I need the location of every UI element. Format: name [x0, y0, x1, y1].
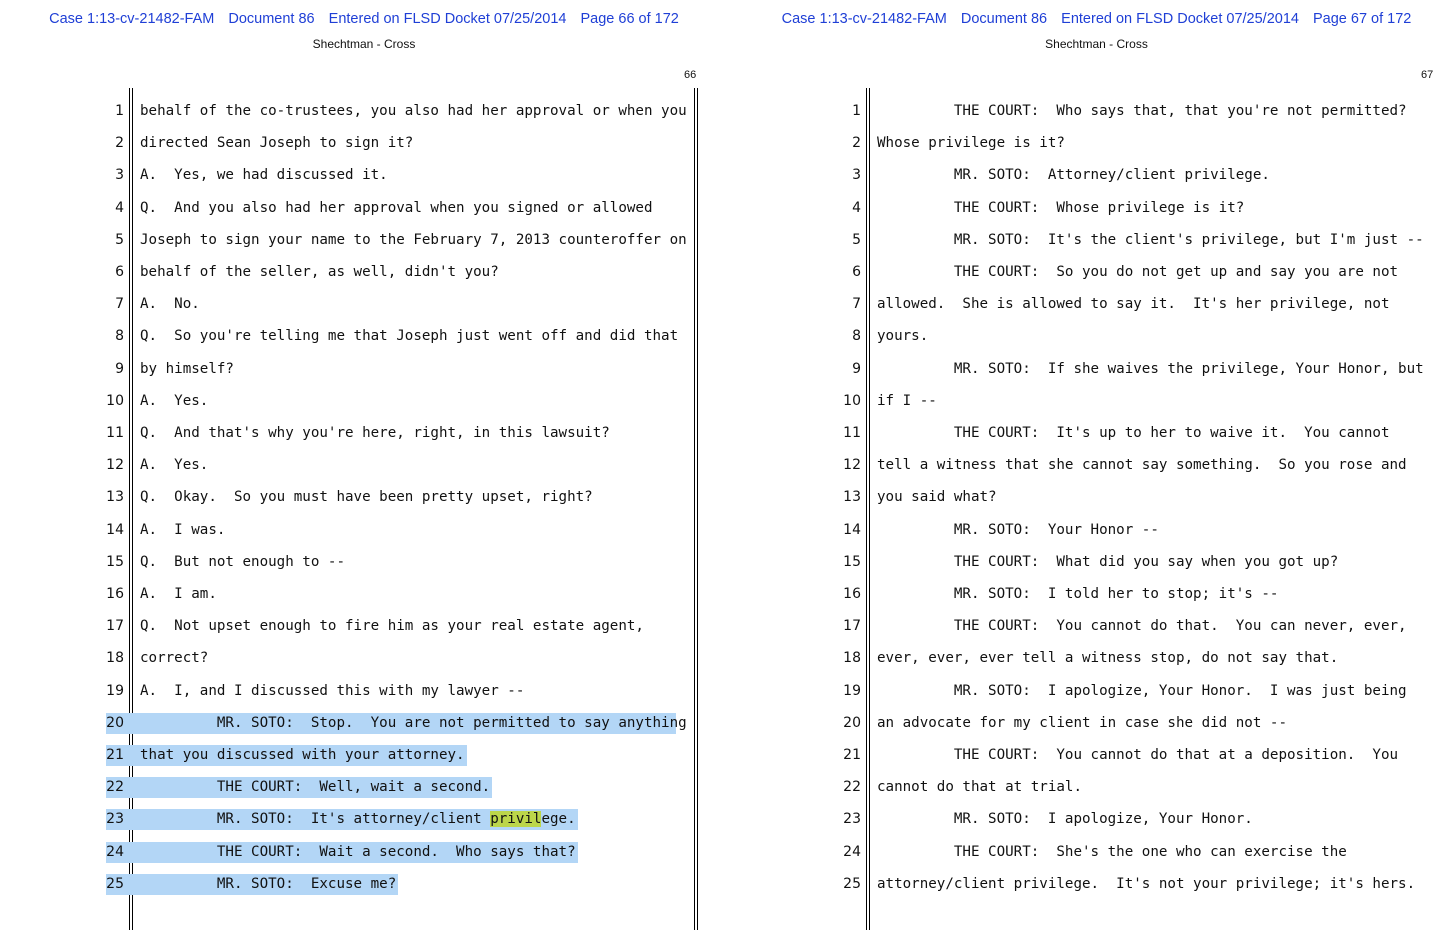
- line-text: that you discussed with your attorney.: [140, 747, 465, 763]
- line-number: 14: [843, 521, 861, 538]
- line-number: 12: [106, 457, 124, 474]
- line-number: 21: [843, 747, 861, 763]
- page-counter: Page 66 of 172: [580, 11, 679, 27]
- line-text: Q. Okay. So you must have been pretty upset, right?: [140, 489, 593, 506]
- transcript-line: [0, 804, 728, 830]
- line-text: A. No.: [140, 296, 200, 313]
- line-text: Q. Not upset enough to fire him as your real estate agent,: [140, 618, 644, 635]
- line-number: 12: [843, 457, 861, 474]
- line-text: behalf of the seller, as well, didn't you?: [140, 264, 499, 280]
- transcript-line: [737, 354, 1456, 380]
- line-text: THE COURT: You cannot do that. You can never, ever,: [877, 618, 1407, 635]
- line-text: THE COURT: Who says that, that you're not permitted?: [877, 103, 1407, 119]
- transcript-line: [737, 515, 1456, 541]
- line-number: 2: [115, 135, 124, 152]
- line-text: A. Yes.: [140, 457, 209, 474]
- line-text: by himself?: [140, 360, 234, 377]
- line-number: 5: [852, 231, 861, 248]
- transcript-line: [0, 354, 728, 380]
- line-text: THE COURT: What did you say when you got up?: [877, 553, 1339, 570]
- page-header: [737, 11, 1456, 27]
- transcript-line: [0, 193, 728, 219]
- line-number: 6: [115, 264, 124, 280]
- line-number: 22: [106, 779, 124, 796]
- document-number: Document 86: [960, 11, 1048, 27]
- line-number: 15: [843, 553, 861, 570]
- transcript-line: [737, 547, 1456, 573]
- line-number: 23: [843, 811, 861, 828]
- line-number: 1: [852, 103, 861, 119]
- line-number: 1: [115, 103, 124, 119]
- line-text: Joseph to sign your name to the February 7, 2013 counteroffer on: [140, 231, 687, 248]
- case-number: Case 1:13-cv-21482-FAM: [49, 11, 215, 27]
- transcript-line: [737, 257, 1456, 283]
- page-header: [0, 11, 728, 27]
- line-number: 17: [106, 618, 124, 635]
- line-text: ever, ever, ever tell a witness stop, do not say that.: [877, 650, 1339, 667]
- transcript-line: [0, 225, 728, 251]
- transcript-line: [737, 225, 1456, 251]
- transcript-line: [0, 869, 728, 895]
- transcript-line: [737, 450, 1456, 476]
- transcript-line: [0, 418, 728, 444]
- line-text: cannot do that at trial.: [877, 779, 1082, 796]
- line-text: THE COURT: Wait a second. Who says that?: [140, 843, 576, 860]
- line-text: [140, 811, 576, 827]
- transcript-line: [737, 289, 1456, 315]
- line-text: THE COURT: She's the one who can exercise the: [877, 843, 1347, 860]
- line-number: 3: [115, 167, 124, 184]
- line-number: 16: [106, 586, 124, 602]
- line-text-before-match: MR. SOTO: It's attorney/client: [140, 811, 491, 828]
- line-text: THE COURT: It's up to her to waive it. You cannot: [877, 425, 1390, 441]
- line-text: A. Yes.: [140, 392, 209, 409]
- transcript-line: [737, 740, 1456, 766]
- transcript-line: [737, 869, 1456, 895]
- docket-entry-date: Entered on FLSD Docket 07/25/2014: [328, 11, 567, 27]
- transcript-line: [737, 386, 1456, 412]
- transcript-line: [0, 547, 728, 573]
- line-text: Q. And you also had her approval when you signed or allowed: [140, 199, 653, 216]
- line-text: MR. SOTO: Attorney/client privilege.: [877, 167, 1270, 184]
- line-number: 15: [106, 553, 124, 570]
- line-number: 5: [115, 231, 124, 248]
- transcript-line: [737, 321, 1456, 347]
- line-text: yours.: [877, 328, 929, 345]
- transcript-line: [0, 160, 728, 186]
- line-text: MR. SOTO: I apologize, Your Honor.: [877, 811, 1253, 828]
- line-number: 13: [106, 489, 124, 506]
- line-number: 4: [852, 199, 861, 216]
- line-text-after-match: ege.: [541, 811, 576, 828]
- line-text: Whose privilege is it?: [877, 135, 1065, 152]
- line-number: 9: [852, 360, 861, 377]
- line-text: if I --: [877, 392, 937, 409]
- line-text: THE COURT: Whose privilege is it?: [877, 199, 1245, 216]
- line-text: A. I was.: [140, 521, 226, 538]
- line-text: Q. So you're telling me that Joseph just went off and did that: [140, 328, 679, 345]
- line-number: 2: [852, 135, 861, 152]
- document-number: Document 86: [228, 11, 315, 27]
- line-number: 8: [115, 328, 124, 345]
- transcript-line: [0, 708, 728, 734]
- transcript-line: [737, 837, 1456, 863]
- line-number: 13: [843, 489, 861, 506]
- line-number: 22: [843, 779, 861, 796]
- line-number: 11: [106, 425, 124, 441]
- transcript-line: [0, 837, 728, 863]
- transcript-line: [737, 676, 1456, 702]
- line-number: 18: [843, 650, 861, 667]
- line-text: correct?: [140, 650, 209, 667]
- line-text: attorney/client privilege. It's not your privilege; it's hers.: [877, 875, 1416, 892]
- line-number: 4: [115, 199, 124, 216]
- transcript-line: [737, 804, 1456, 830]
- line-number: 14: [106, 521, 124, 538]
- line-number: 10: [843, 392, 861, 409]
- transcript-line: [0, 611, 728, 637]
- line-text: MR. SOTO: Stop. You are not permitted to say anything: [140, 714, 687, 731]
- line-number: 3: [852, 167, 861, 184]
- line-number: 9: [115, 360, 124, 377]
- line-text: allowed. She is allowed to say it. It's her privilege, not: [877, 296, 1390, 313]
- transcript-line: [737, 418, 1456, 444]
- page-subtitle: Shechtman - Cross: [1045, 37, 1148, 51]
- line-number: 16: [843, 586, 861, 602]
- transcript-line: [0, 96, 728, 122]
- line-number: 25: [843, 875, 861, 892]
- line-number: 25: [106, 875, 124, 892]
- line-text: A. I am.: [140, 586, 217, 602]
- line-number: 24: [106, 843, 124, 860]
- line-number: 20: [843, 714, 861, 731]
- line-number: 19: [843, 682, 861, 699]
- line-text: MR. SOTO: If she waives the privilege, Your Honor, but: [877, 360, 1424, 377]
- line-number: 8: [852, 328, 861, 345]
- line-number: 20: [106, 714, 124, 731]
- line-text: behalf of the co-trustees, you also had her approval or when you: [140, 103, 687, 119]
- transcript-line: [737, 579, 1456, 605]
- line-text: A. I, and I discussed this with my lawyer --: [140, 682, 525, 699]
- line-number: 10: [106, 392, 124, 409]
- transcript-line: [737, 96, 1456, 122]
- line-text: you said what?: [877, 489, 997, 506]
- transcript-line: [737, 482, 1456, 508]
- transcript-page-number: 67: [1421, 69, 1434, 81]
- line-number: 7: [115, 296, 124, 313]
- line-number: 11: [843, 425, 861, 441]
- transcript-line: [0, 643, 728, 669]
- line-text: A. Yes, we had discussed it.: [140, 167, 388, 184]
- transcript-line: [0, 321, 728, 347]
- transcript-line: [0, 289, 728, 315]
- line-number: 19: [106, 682, 124, 699]
- transcript-line: [737, 643, 1456, 669]
- line-text: THE COURT: Well, wait a second.: [140, 779, 491, 796]
- transcript-line: [0, 515, 728, 541]
- line-text: THE COURT: So you do not get up and say you are not: [877, 264, 1399, 280]
- transcript-line: [737, 611, 1456, 637]
- line-number: 24: [843, 843, 861, 860]
- transcript-line: [0, 386, 728, 412]
- case-number: Case 1:13-cv-21482-FAM: [781, 11, 947, 27]
- transcript-line: [0, 676, 728, 702]
- transcript-line: [0, 579, 728, 605]
- transcript-line: [0, 772, 728, 798]
- line-text: Q. And that's why you're here, right, in this lawsuit?: [140, 425, 610, 441]
- line-number: 6: [852, 264, 861, 280]
- transcript-line: [0, 740, 728, 766]
- transcript-line: [0, 128, 728, 154]
- line-number: 7: [852, 296, 861, 313]
- transcript-line: [737, 772, 1456, 798]
- docket-entry-date: Entered on FLSD Docket 07/25/2014: [1061, 11, 1299, 27]
- transcript-page-right: [737, 0, 1456, 945]
- line-text: tell a witness that she cannot say something. So you rose and: [877, 457, 1407, 474]
- transcript-line: [737, 708, 1456, 734]
- transcript-line: [0, 257, 728, 283]
- line-text: MR. SOTO: Excuse me?: [140, 875, 397, 892]
- transcript-line: [0, 450, 728, 476]
- line-text: MR. SOTO: I told her to stop; it's --: [877, 586, 1279, 602]
- page-counter: Page 67 of 172: [1312, 11, 1412, 27]
- transcript-line: [0, 482, 728, 508]
- transcript-page-number: 66: [684, 69, 697, 81]
- line-number: 23: [106, 811, 124, 828]
- line-number: 21: [106, 747, 124, 763]
- line-text: directed Sean Joseph to sign it?: [140, 135, 414, 152]
- page-subtitle: Shechtman - Cross: [312, 37, 416, 51]
- search-match-highlight: privil: [490, 811, 542, 828]
- line-text: MR. SOTO: Your Honor --: [877, 521, 1159, 538]
- line-text: an advocate for my client in case she did not --: [877, 714, 1287, 731]
- line-text: THE COURT: You cannot do that at a deposition. You: [877, 747, 1399, 763]
- line-text: MR. SOTO: I apologize, Your Honor. I was just being: [877, 682, 1407, 699]
- transcript-line: [737, 128, 1456, 154]
- line-number: 18: [106, 650, 124, 667]
- transcript-line: [737, 160, 1456, 186]
- line-text: Q. But not enough to --: [140, 553, 345, 570]
- transcript-line: [737, 193, 1456, 219]
- line-text: MR. SOTO: It's the client's privilege, but I'm just --: [877, 231, 1424, 248]
- line-number: 17: [843, 618, 861, 635]
